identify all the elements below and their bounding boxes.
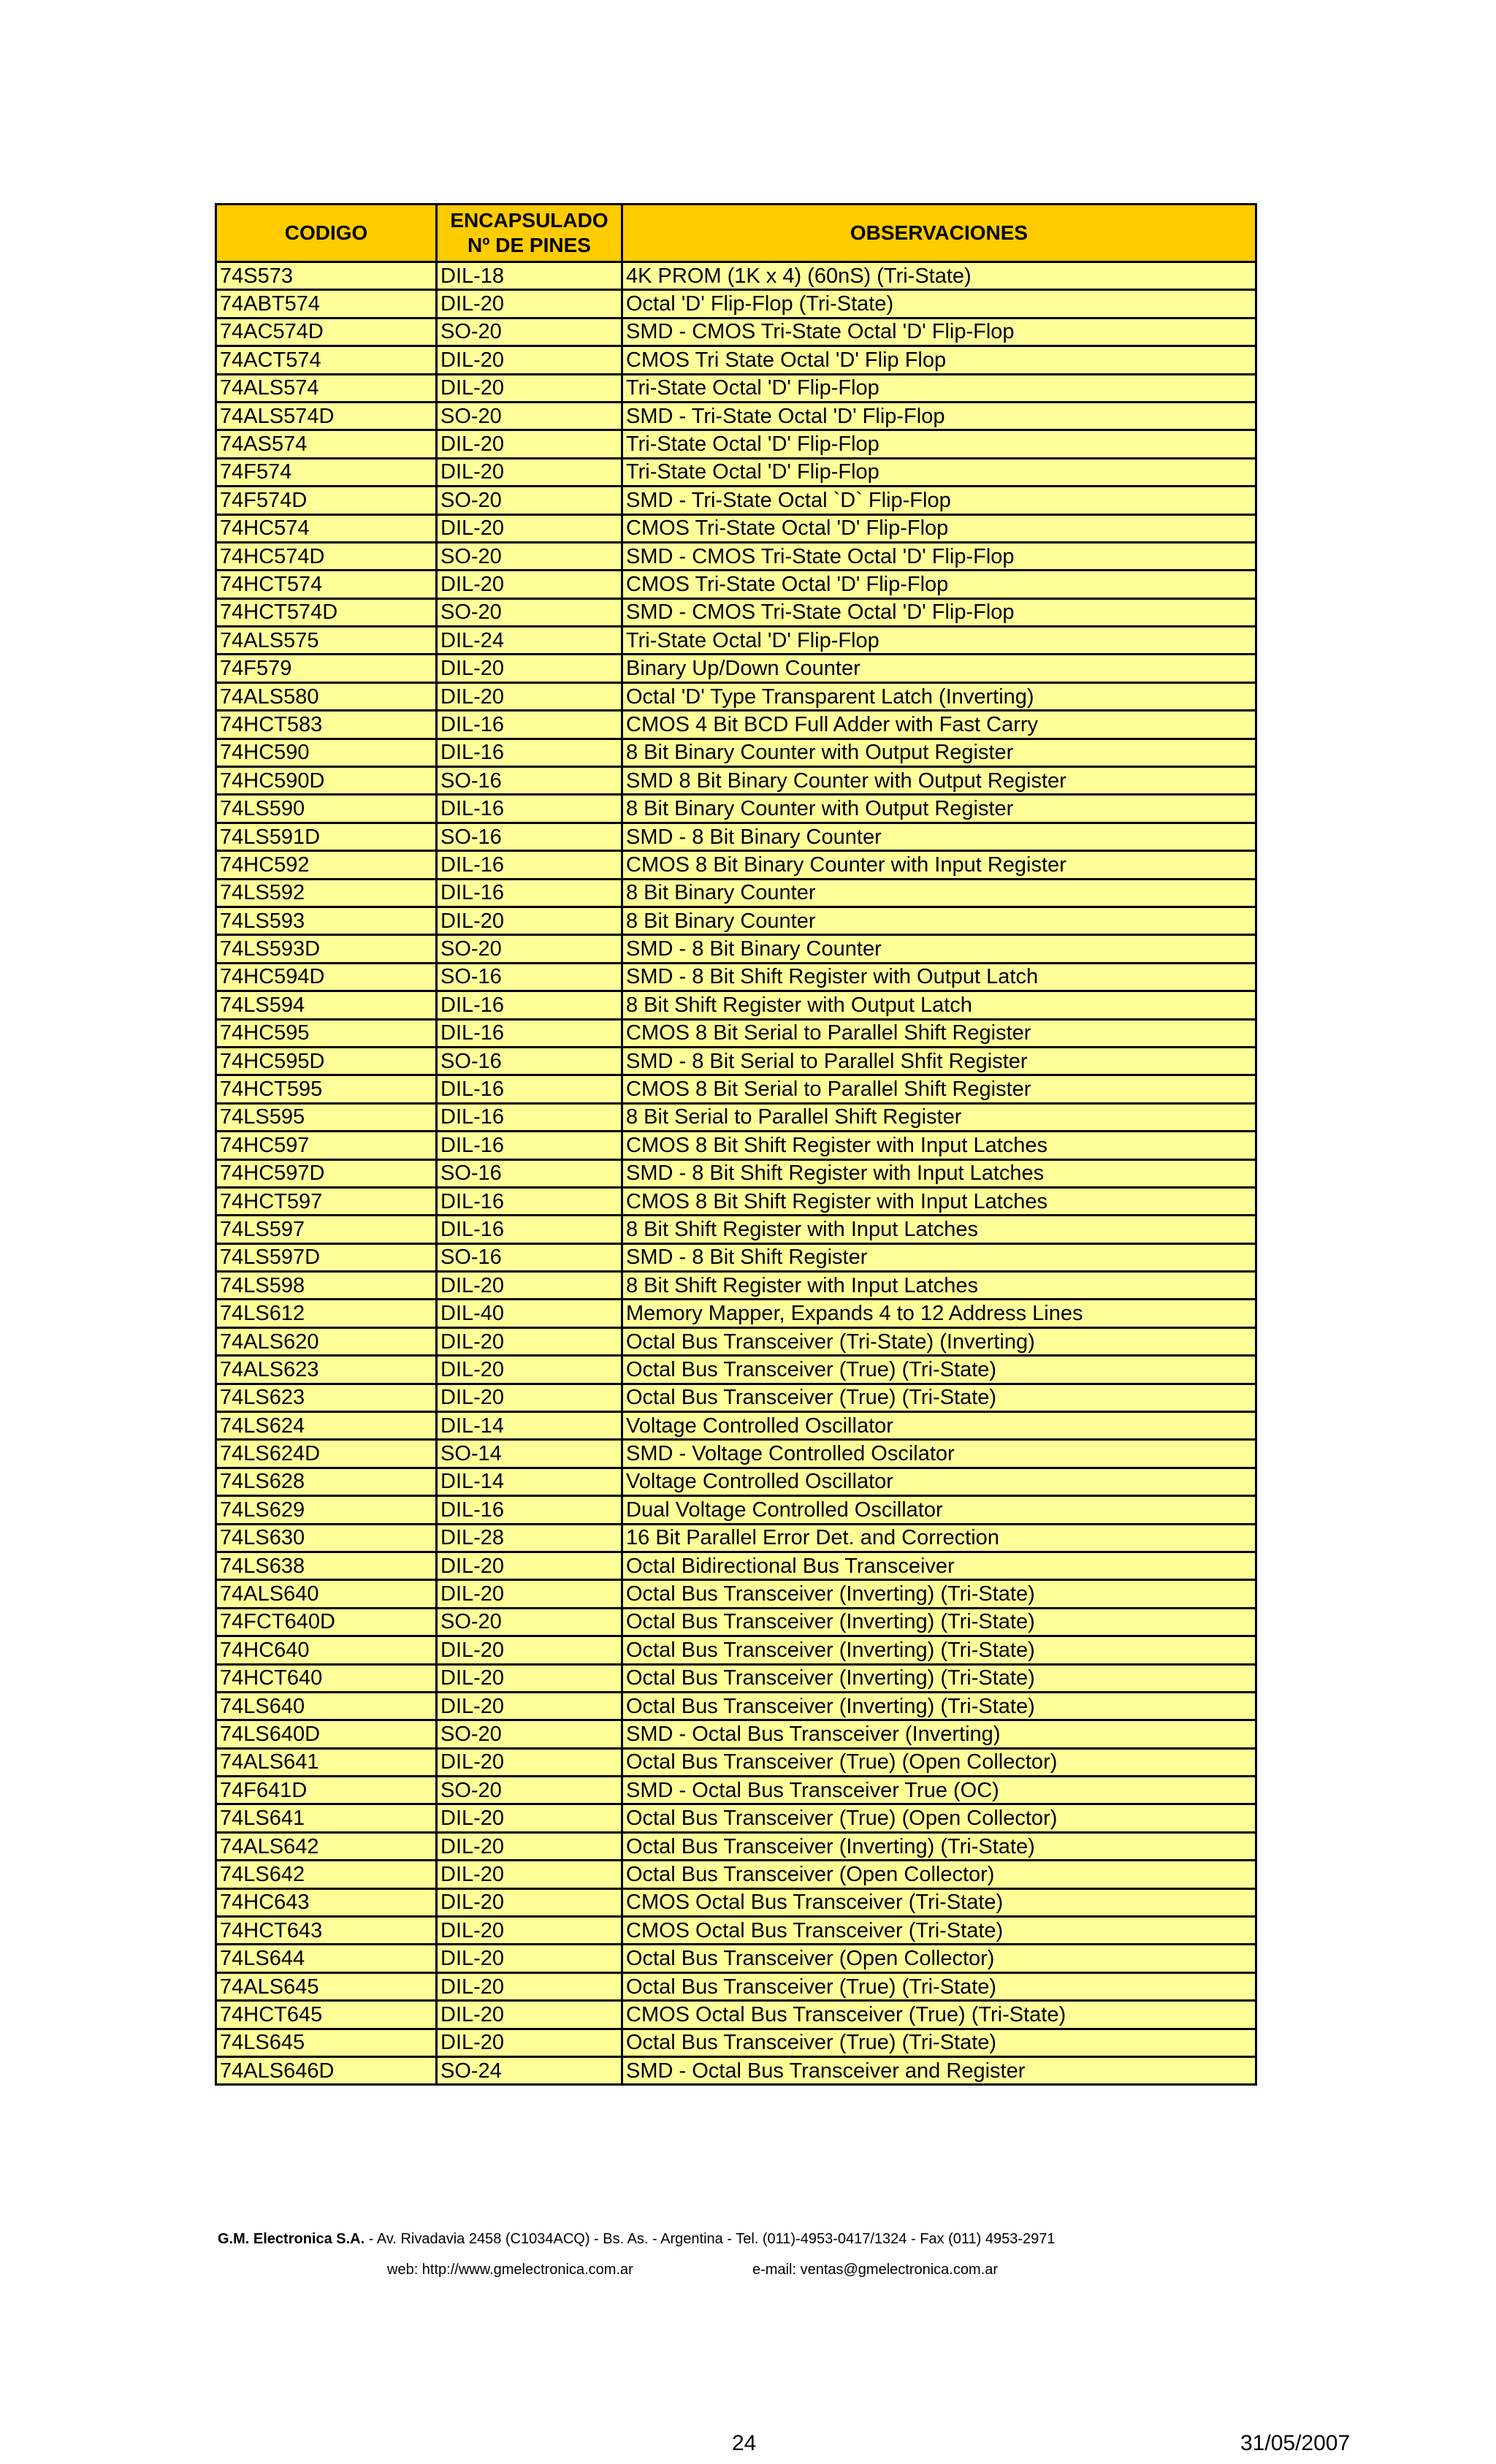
- cell-observaciones: 8 Bit Shift Register with Input Latches: [622, 1272, 1256, 1300]
- cell-encapsulado: DIL-20: [437, 290, 622, 318]
- table-row: [216, 1300, 1256, 1327]
- cell-observaciones: SMD - 8 Bit Serial to Parallel Shfit Register: [622, 1047, 1256, 1075]
- header-codigo: CODIGO: [216, 205, 437, 262]
- cell-observaciones: Octal Bus Transceiver (Open Collector): [622, 1945, 1256, 1972]
- cell-encapsulado: DIL-16: [437, 1132, 622, 1159]
- cell-observaciones: Memory Mapper, Expands 4 to 12 Address Lines: [622, 1300, 1256, 1327]
- cell-encapsulado: DIL-14: [437, 1468, 622, 1495]
- cell-observaciones: CMOS Tri-State Octal 'D' Flip-Flop: [622, 571, 1256, 598]
- cell-observaciones: 8 Bit Binary Counter: [622, 879, 1256, 907]
- cell-encapsulado: DIL-16: [437, 1187, 622, 1215]
- cell-codigo: 74ACT574: [216, 346, 437, 374]
- table-row: [216, 1496, 1256, 1524]
- cell-codigo: 74ALS580: [216, 682, 437, 710]
- table-row: [216, 1103, 1256, 1131]
- cell-encapsulado: DIL-20: [437, 430, 622, 458]
- cell-observaciones: SMD - Tri-State Octal 'D' Flip-Flop: [622, 402, 1256, 430]
- cell-codigo: 74LS644: [216, 1945, 437, 1972]
- cell-codigo: 74LS640: [216, 1692, 437, 1720]
- table-row: [216, 2029, 1256, 2056]
- table-row: [216, 430, 1256, 458]
- cell-encapsulado: DIL-16: [437, 711, 622, 739]
- cell-encapsulado: SO-16: [437, 1047, 622, 1075]
- cell-codigo: 74ALS645: [216, 1972, 437, 2000]
- cell-codigo: 74LS595: [216, 1103, 437, 1131]
- cell-observaciones: SMD - Octal Bus Transceiver True (OC): [622, 1777, 1256, 1804]
- cell-encapsulado: SO-20: [437, 487, 622, 514]
- cell-observaciones: CMOS Tri-State Octal 'D' Flip-Flop: [622, 514, 1256, 542]
- cell-observaciones: CMOS 8 Bit Binary Counter with Input Register: [622, 851, 1256, 879]
- cell-observaciones: 8 Bit Binary Counter with Output Register: [622, 739, 1256, 766]
- table-row: [216, 907, 1256, 934]
- cell-codigo: 74LS598: [216, 1272, 437, 1300]
- table-row: [216, 1917, 1256, 1945]
- cell-observaciones: Octal Bus Transceiver (Tri-State) (Inverting): [622, 1327, 1256, 1355]
- cell-codigo: 74LS623: [216, 1384, 437, 1411]
- cell-observaciones: SMD 8 Bit Binary Counter with Output Register: [622, 767, 1256, 795]
- footer-company-line: [218, 2231, 1056, 2248]
- table-row: [216, 1861, 1256, 1888]
- table-row: [216, 991, 1256, 1019]
- cell-encapsulado: DIL-16: [437, 1496, 622, 1524]
- cell-observaciones: Octal Bus Transceiver (Inverting) (Tri-State): [622, 1608, 1256, 1636]
- table-row: [216, 1720, 1256, 1748]
- cell-codigo: 74S573: [216, 262, 437, 290]
- cell-encapsulado: SO-14: [437, 1440, 622, 1468]
- cell-observaciones: Octal Bus Transceiver (True) (Tri-State): [622, 1972, 1256, 2000]
- cell-encapsulado: DIL-24: [437, 627, 622, 655]
- cell-observaciones: Tri-State Octal 'D' Flip-Flop: [622, 430, 1256, 458]
- cell-observaciones: SMD - 8 Bit Binary Counter: [622, 823, 1256, 850]
- cell-encapsulado: DIL-14: [437, 1412, 622, 1440]
- table-row: [216, 795, 1256, 823]
- cell-codigo: 74HC597D: [216, 1159, 437, 1187]
- cell-observaciones: 16 Bit Parallel Error Det. and Correction: [622, 1524, 1256, 1552]
- cell-encapsulado: SO-20: [437, 935, 622, 963]
- cell-observaciones: Octal Bus Transceiver (True) (Tri-State): [622, 2029, 1256, 2056]
- cell-encapsulado: DIL-28: [437, 1524, 622, 1552]
- table-row: [216, 1552, 1256, 1579]
- cell-encapsulado: DIL-16: [437, 991, 622, 1019]
- cell-observaciones: Octal Bus Transceiver (True) (Tri-State): [622, 1384, 1256, 1411]
- cell-encapsulado: DIL-16: [437, 851, 622, 879]
- cell-encapsulado: DIL-20: [437, 1917, 622, 1945]
- table-row: [216, 1272, 1256, 1300]
- cell-observaciones: Tri-State Octal 'D' Flip-Flop: [622, 458, 1256, 486]
- cell-observaciones: Octal Bus Transceiver (Inverting) (Tri-State): [622, 1664, 1256, 1692]
- cell-codigo: 74AC574D: [216, 318, 437, 346]
- cell-encapsulado: DIL-20: [437, 2029, 622, 2056]
- table-row: [216, 1216, 1256, 1243]
- table-row: [216, 571, 1256, 598]
- table-row: [216, 374, 1256, 402]
- cell-codigo: 74LS630: [216, 1524, 437, 1552]
- cell-observaciones: Octal Bus Transceiver (Inverting) (Tri-State): [622, 1580, 1256, 1608]
- cell-observaciones: SMD - 8 Bit Shift Register with Input Latches: [622, 1159, 1256, 1187]
- cell-codigo: 74LS597D: [216, 1243, 437, 1271]
- cell-observaciones: SMD - CMOS Tri-State Octal 'D' Flip-Flop: [622, 318, 1256, 346]
- cell-encapsulado: SO-16: [437, 1243, 622, 1271]
- cell-observaciones: SMD - Voltage Controlled Oscilator: [622, 1440, 1256, 1468]
- cell-encapsulado: SO-16: [437, 963, 622, 991]
- cell-codigo: 74LS624: [216, 1412, 437, 1440]
- cell-observaciones: Tri-State Octal 'D' Flip-Flop: [622, 374, 1256, 402]
- cell-codigo: 74LS645: [216, 2029, 437, 2056]
- cell-encapsulado: SO-20: [437, 542, 622, 570]
- cell-codigo: 74F574D: [216, 487, 437, 514]
- cell-encapsulado: SO-16: [437, 1159, 622, 1187]
- table-row: [216, 1580, 1256, 1608]
- cell-observaciones: 4K PROM (1K x 4) (60nS) (Tri-State): [622, 262, 1256, 290]
- cell-codigo: 74LS628: [216, 1468, 437, 1495]
- cell-codigo: 74LS593: [216, 907, 437, 934]
- cell-encapsulado: DIL-20: [437, 1327, 622, 1355]
- cell-codigo: 74LS593D: [216, 935, 437, 963]
- cell-codigo: 74HC592: [216, 851, 437, 879]
- table-row: [216, 542, 1256, 570]
- cell-codigo: 74ALS640: [216, 1580, 437, 1608]
- cell-encapsulado: DIL-20: [437, 907, 622, 934]
- cell-encapsulado: DIL-20: [437, 1692, 622, 1720]
- cell-codigo: 74F641D: [216, 1777, 437, 1804]
- table-row: [216, 1243, 1256, 1271]
- cell-encapsulado: DIL-20: [437, 1580, 622, 1608]
- cell-encapsulado: DIL-20: [437, 1888, 622, 1916]
- cell-observaciones: SMD - Octal Bus Transceiver (Inverting): [622, 1720, 1256, 1748]
- table-row: [216, 1692, 1256, 1720]
- table-row: [216, 346, 1256, 374]
- cell-codigo: 74F579: [216, 655, 437, 682]
- cell-observaciones: Octal 'D' Type Transparent Latch (Inverting): [622, 682, 1256, 710]
- cell-codigo: 74HCT574: [216, 571, 437, 598]
- cell-codigo: 74ALS641: [216, 1748, 437, 1776]
- table-row: [216, 1187, 1256, 1215]
- cell-encapsulado: DIL-20: [437, 1356, 622, 1384]
- cell-encapsulado: SO-20: [437, 598, 622, 626]
- cell-encapsulado: DIL-20: [437, 346, 622, 374]
- table-row: [216, 823, 1256, 850]
- cell-encapsulado: DIL-16: [437, 879, 622, 907]
- cell-encapsulado: SO-20: [437, 1608, 622, 1636]
- table-row: [216, 1777, 1256, 1804]
- cell-codigo: 74ALS574D: [216, 402, 437, 430]
- cell-observaciones: SMD - Octal Bus Transceiver and Register: [622, 2057, 1256, 2085]
- table-row: [216, 487, 1256, 514]
- cell-codigo: 74ALS642: [216, 1832, 437, 1860]
- cell-encapsulado: SO-20: [437, 402, 622, 430]
- table-row: [216, 627, 1256, 655]
- cell-encapsulado: DIL-16: [437, 1075, 622, 1103]
- cell-encapsulado: DIL-16: [437, 1216, 622, 1243]
- table-row: [216, 1327, 1256, 1355]
- cell-encapsulado: DIL-20: [437, 458, 622, 486]
- table-row: [216, 711, 1256, 739]
- table-row: [216, 514, 1256, 542]
- cell-codigo: 74HCT640: [216, 1664, 437, 1692]
- table-row: [216, 1524, 1256, 1552]
- cell-observaciones: 8 Bit Serial to Parallel Shift Register: [622, 1103, 1256, 1131]
- cell-observaciones: Octal 'D' Flip-Flop (Tri-State): [622, 290, 1256, 318]
- cell-codigo: 74HC640: [216, 1636, 437, 1664]
- table-row: [216, 767, 1256, 795]
- table-row: [216, 1075, 1256, 1103]
- cell-observaciones: 8 Bit Shift Register with Input Latches: [622, 1216, 1256, 1243]
- cell-observaciones: Binary Up/Down Counter: [622, 655, 1256, 682]
- table-row: [216, 1468, 1256, 1495]
- cell-codigo: 74HC595: [216, 1019, 437, 1047]
- cell-encapsulado: SO-24: [437, 2057, 622, 2085]
- cell-codigo: 74HC574D: [216, 542, 437, 570]
- table-row: [216, 1159, 1256, 1187]
- cell-codigo: 74ALS620: [216, 1327, 437, 1355]
- table-row: [216, 851, 1256, 879]
- cell-observaciones: Octal Bus Transceiver (Inverting) (Tri-State): [622, 1692, 1256, 1720]
- table-row: [216, 1945, 1256, 1972]
- table-row: [216, 1132, 1256, 1159]
- cell-observaciones: 8 Bit Shift Register with Output Latch: [622, 991, 1256, 1019]
- table-row: [216, 1636, 1256, 1664]
- cell-codigo: 74LS629: [216, 1496, 437, 1524]
- table-row: [216, 879, 1256, 907]
- cell-codigo: 74HC594D: [216, 963, 437, 991]
- cell-codigo: 74LS638: [216, 1552, 437, 1579]
- header-encapsulado: [437, 205, 622, 262]
- cell-encapsulado: SO-20: [437, 1777, 622, 1804]
- cell-codigo: 74F574: [216, 458, 437, 486]
- cell-codigo: 74LS641: [216, 1804, 437, 1832]
- header-encapsulado-line2: Nº DE PINES: [468, 234, 591, 256]
- cell-codigo: 74LS640D: [216, 1720, 437, 1748]
- table-row: [216, 2057, 1256, 2085]
- table-row: [216, 1888, 1256, 1916]
- table-row: [216, 1832, 1256, 1860]
- footer-email: e-mail: ventas@gmelectronica.com.ar: [752, 2262, 998, 2278]
- cell-encapsulado: DIL-20: [437, 1945, 622, 1972]
- cell-observaciones: SMD - 8 Bit Shift Register with Output Latch: [622, 963, 1256, 991]
- cell-encapsulado: DIL-20: [437, 1748, 622, 1776]
- cell-codigo: 74FCT640D: [216, 1608, 437, 1636]
- cell-encapsulado: DIL-40: [437, 1300, 622, 1327]
- table-row: [216, 1384, 1256, 1411]
- cell-encapsulado: DIL-16: [437, 1019, 622, 1047]
- page-date: 31/05/2007: [1240, 2431, 1351, 2455]
- cell-encapsulado: DIL-20: [437, 1636, 622, 1664]
- cell-observaciones: Voltage Controlled Oscillator: [622, 1412, 1256, 1440]
- cell-codigo: 74HCT595: [216, 1075, 437, 1103]
- table-row: [216, 1608, 1256, 1636]
- cell-encapsulado: SO-16: [437, 823, 622, 850]
- footer-web: web: http://www.gmelectronica.com.ar: [387, 2262, 633, 2278]
- cell-observaciones: 8 Bit Binary Counter: [622, 907, 1256, 934]
- table-row: [216, 655, 1256, 682]
- cell-observaciones: SMD - 8 Bit Binary Counter: [622, 935, 1256, 963]
- cell-observaciones: CMOS 8 Bit Shift Register with Input Latches: [622, 1132, 1256, 1159]
- table-row: [216, 739, 1256, 766]
- cell-observaciones: CMOS Octal Bus Transceiver (Tri-State): [622, 1888, 1256, 1916]
- cell-codigo: 74ALS574: [216, 374, 437, 402]
- table-header-row: [216, 205, 1256, 262]
- table-row: [216, 1440, 1256, 1468]
- table-row: [216, 682, 1256, 710]
- cell-observaciones: CMOS 8 Bit Shift Register with Input Latches: [622, 1187, 1256, 1215]
- cell-observaciones: SMD - 8 Bit Shift Register: [622, 1243, 1256, 1271]
- cell-observaciones: Octal Bus Transceiver (Inverting) (Tri-State): [622, 1636, 1256, 1664]
- cell-codigo: 74HCT574D: [216, 598, 437, 626]
- table-row: [216, 1804, 1256, 1832]
- header-encapsulado-line1: ENCAPSULADO: [450, 209, 608, 232]
- table-row: [216, 1664, 1256, 1692]
- table-row: [216, 935, 1256, 963]
- table-row: [216, 402, 1256, 430]
- cell-encapsulado: DIL-20: [437, 1804, 622, 1832]
- cell-codigo: 74AS574: [216, 430, 437, 458]
- cell-encapsulado: DIL-16: [437, 739, 622, 766]
- cell-observaciones: CMOS 8 Bit Serial to Parallel Shift Register: [622, 1019, 1256, 1047]
- cell-encapsulado: DIL-20: [437, 682, 622, 710]
- cell-encapsulado: DIL-16: [437, 795, 622, 823]
- cell-codigo: 74HC643: [216, 1888, 437, 1916]
- cell-codigo: 74LS624D: [216, 1440, 437, 1468]
- cell-codigo: 74ALS623: [216, 1356, 437, 1384]
- table-row: [216, 458, 1256, 486]
- cell-observaciones: Octal Bus Transceiver (True) (Open Collector): [622, 1748, 1256, 1776]
- cell-observaciones: SMD - Tri-State Octal `D` Flip-Flop: [622, 487, 1256, 514]
- cell-encapsulado: SO-20: [437, 1720, 622, 1748]
- cell-codigo: 74LS594: [216, 991, 437, 1019]
- cell-observaciones: Tri-State Octal 'D' Flip-Flop: [622, 627, 1256, 655]
- cell-codigo: 74HC574: [216, 514, 437, 542]
- cell-encapsulado: DIL-20: [437, 514, 622, 542]
- cell-observaciones: Octal Bus Transceiver (Open Collector): [622, 1861, 1256, 1888]
- table-row: [216, 1972, 1256, 2000]
- cell-encapsulado: DIL-20: [437, 1832, 622, 1860]
- cell-codigo: 74ABT574: [216, 290, 437, 318]
- cell-codigo: 74LS592: [216, 879, 437, 907]
- cell-encapsulado: DIL-20: [437, 571, 622, 598]
- cell-encapsulado: DIL-20: [437, 2001, 622, 2029]
- cell-encapsulado: DIL-20: [437, 1384, 622, 1411]
- cell-codigo: 74HC590D: [216, 767, 437, 795]
- table-row: [216, 963, 1256, 991]
- cell-codigo: 74LS597: [216, 1216, 437, 1243]
- cell-encapsulado: DIL-20: [437, 1272, 622, 1300]
- cell-encapsulado: DIL-20: [437, 1861, 622, 1888]
- cell-codigo: 74ALS575: [216, 627, 437, 655]
- footer-company: G.M. Electronica S.A.: [218, 2231, 365, 2247]
- cell-observaciones: CMOS Octal Bus Transceiver (True) (Tri-State): [622, 2001, 1256, 2029]
- table-body: [216, 262, 1256, 2085]
- table-row: [216, 1356, 1256, 1384]
- cell-encapsulado: DIL-20: [437, 1552, 622, 1579]
- page-number: 24: [732, 2431, 757, 2455]
- cell-codigo: 74LS642: [216, 1861, 437, 1888]
- cell-observaciones: CMOS Octal Bus Transceiver (Tri-State): [622, 1917, 1256, 1945]
- table-row: [216, 318, 1256, 346]
- cell-codigo: 74HCT597: [216, 1187, 437, 1215]
- cell-codigo: 74LS612: [216, 1300, 437, 1327]
- cell-codigo: 74HCT645: [216, 2001, 437, 2029]
- cell-encapsulado: DIL-18: [437, 262, 622, 290]
- cell-observaciones: CMOS Tri State Octal 'D' Flip Flop: [622, 346, 1256, 374]
- footer-address: - Av. Rivadavia 2458 (C1034ACQ) - Bs. As. - Argentina - Tel. (011)-4953-0417/1324 - Fax (011) 4953-2971: [365, 2231, 1056, 2247]
- cell-codigo: 74HCT643: [216, 1917, 437, 1945]
- table-row: [216, 1412, 1256, 1440]
- cell-codigo: 74HC590: [216, 739, 437, 766]
- cell-codigo: 74HC595D: [216, 1047, 437, 1075]
- cell-encapsulado: DIL-20: [437, 1664, 622, 1692]
- cell-encapsulado: DIL-16: [437, 1103, 622, 1131]
- cell-observaciones: Octal Bus Transceiver (True) (Tri-State): [622, 1356, 1256, 1384]
- table-row: [216, 1019, 1256, 1047]
- table-row: [216, 290, 1256, 318]
- cell-encapsulado: DIL-20: [437, 374, 622, 402]
- cell-codigo: 74ALS646D: [216, 2057, 437, 2085]
- header-observaciones: OBSERVACIONES: [622, 205, 1256, 262]
- cell-observaciones: Dual Voltage Controlled Oscillator: [622, 1496, 1256, 1524]
- cell-observaciones: CMOS 8 Bit Serial to Parallel Shift Register: [622, 1075, 1256, 1103]
- table-row: [216, 1047, 1256, 1075]
- cell-observaciones: SMD - CMOS Tri-State Octal 'D' Flip-Flop: [622, 542, 1256, 570]
- cell-observaciones: Voltage Controlled Oscillator: [622, 1468, 1256, 1495]
- cell-observaciones: CMOS 4 Bit BCD Full Adder with Fast Carry: [622, 711, 1256, 739]
- cell-observaciones: 8 Bit Binary Counter with Output Register: [622, 795, 1256, 823]
- cell-encapsulado: DIL-20: [437, 1972, 622, 2000]
- cell-codigo: 74LS590: [216, 795, 437, 823]
- table-row: [216, 1748, 1256, 1776]
- cell-observaciones: Octal Bidirectional Bus Transceiver: [622, 1552, 1256, 1579]
- cell-codigo: 74HCT583: [216, 711, 437, 739]
- product-table: [215, 203, 1257, 2086]
- table-row: [216, 2001, 1256, 2029]
- table-row: [216, 598, 1256, 626]
- cell-observaciones: SMD - CMOS Tri-State Octal 'D' Flip-Flop: [622, 598, 1256, 626]
- table-row: [216, 262, 1256, 290]
- cell-encapsulado: DIL-20: [437, 655, 622, 682]
- cell-observaciones: Octal Bus Transceiver (Inverting) (Tri-State): [622, 1832, 1256, 1860]
- cell-observaciones: Octal Bus Transceiver (True) (Open Collector): [622, 1804, 1256, 1832]
- cell-encapsulado: SO-20: [437, 318, 622, 346]
- cell-encapsulado: SO-16: [437, 767, 622, 795]
- cell-codigo: 74HC597: [216, 1132, 437, 1159]
- cell-codigo: 74LS591D: [216, 823, 437, 850]
